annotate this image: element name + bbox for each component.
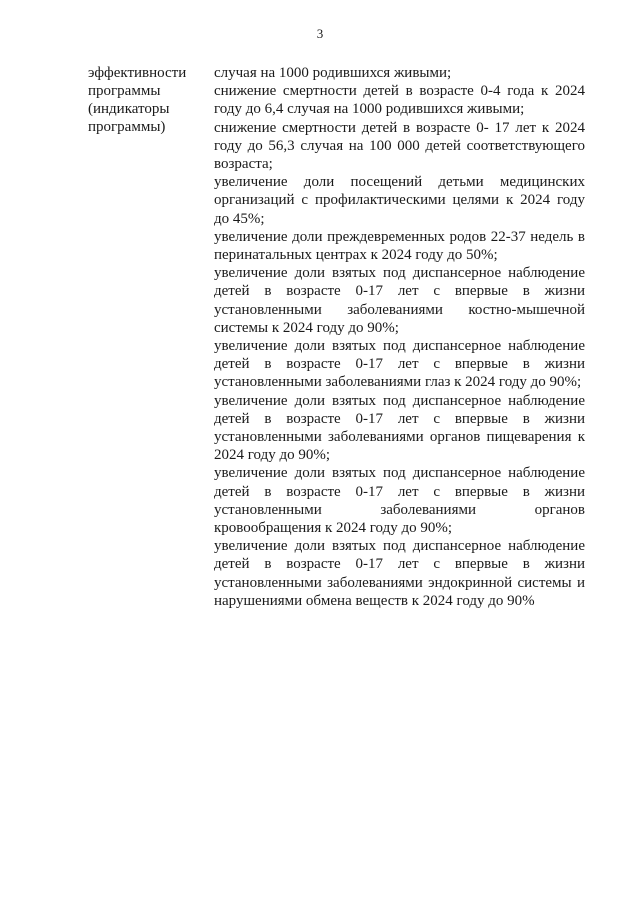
indicator-entry: увеличение доли взятых под диспансерное наблюдение детей в возрасте 0-17 лет с впервые в жизни установленными заболеваниями органов пищеварения к 2024 году до 90%; <box>214 392 585 464</box>
row-label-line: программы) <box>88 119 166 135</box>
indicator-entry: увеличение доли взятых под диспансерное наблюдение детей в возрасте 0-17 лет с впервые в жизни установленными заболеваниями органов кровообращения к 2024 году до 90%; <box>214 465 585 537</box>
row-label-line: (индикаторы <box>88 101 170 117</box>
page-number: 3 <box>316 26 324 41</box>
indicator-entry: увеличение доли взятых под диспансерное наблюдение детей в возрасте 0-17 лет с впервые в жизни установленными заболеваниями костно-мышечной системы к 2024 году до 90%; <box>214 265 585 336</box>
indicator-entry: увеличение доли взятых под диспансерное наблюдение детей в возрасте 0-17 лет с впервые в жизни установленными заболеваниями эндокринной системы и нарушениями обмена веществ к 2024 году до 90% <box>214 538 585 609</box>
indicator-entry: снижение смертности детей в возрасте 0-4 года к 2024 году до 6,4 случая на 1000 родившихся живыми; <box>214 83 585 118</box>
indicator-entry: увеличение доли посещений детьми медицинских организаций с профилактическими целями к 2024 году до 45%; <box>214 174 585 227</box>
row-label-line: программы <box>88 83 161 99</box>
row-label-line: эффективности <box>88 65 187 81</box>
indicator-entry: увеличение доли взятых под диспансерное наблюдение детей в возрасте 0-17 лет с впервые в жизни установленными заболеваниями глаз к 2024 году до 90%; <box>214 338 585 391</box>
indicator-entry: увеличение доли преждевременных родов 22-37 недель в перинатальных центрах к 2024 году до 50%; <box>214 228 585 264</box>
indicator-entry: случая на 1000 родившихся живыми; <box>214 65 452 81</box>
indicator-entry: снижение смертности детей в возрасте 0- 17 лет к 2024 году до 56,3 случая на 100 000 детей соответствующего возраста; <box>214 119 585 173</box>
indicator-list <box>214 64 585 610</box>
row-label <box>88 64 200 136</box>
